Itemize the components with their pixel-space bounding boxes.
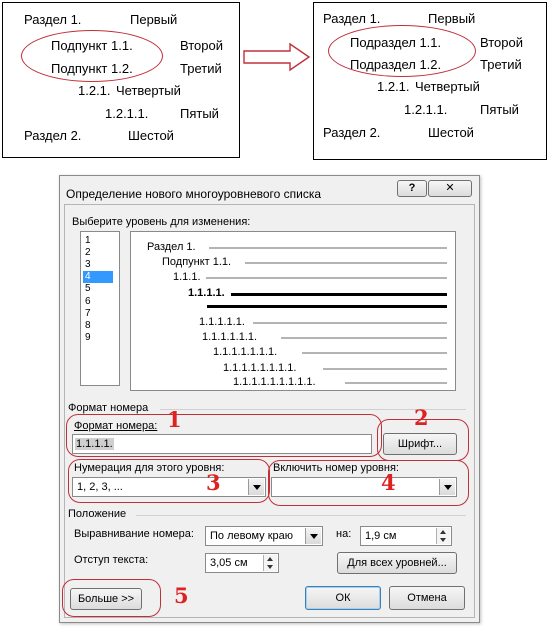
preview-line-selected xyxy=(231,293,447,296)
after-row-6-num: Раздел 2. xyxy=(323,125,381,140)
dialog-title: Определение нового многоуровневого списка xyxy=(66,187,322,201)
preview-line xyxy=(245,262,447,264)
transform-arrow-icon xyxy=(242,42,312,72)
after-highlight-oval xyxy=(328,25,476,77)
annotation-number-4: 4 xyxy=(381,470,396,495)
before-row-2-name: Второй xyxy=(180,38,223,53)
annotation-number-1: 1 xyxy=(167,407,182,432)
after-row-5-num: 1.2.1.1. xyxy=(404,102,448,117)
position-separator xyxy=(136,515,466,516)
before-row-5-name: Пятый xyxy=(180,106,219,121)
preview-level-8: 1.1.1.1.1.1.1.1. xyxy=(223,362,297,374)
spin-arrows-icon[interactable] xyxy=(436,528,450,544)
before-row-1-num: Раздел 1. xyxy=(24,12,82,27)
preview-line xyxy=(281,337,447,339)
spin-arrows-icon[interactable] xyxy=(263,555,277,571)
after-row-1-num: Раздел 1. xyxy=(323,11,381,26)
preview-level-2: Подпункт 1.1. xyxy=(162,256,232,268)
at-value: 1,9 см xyxy=(365,530,397,542)
at-label: на: xyxy=(336,528,352,540)
chevron-down-icon[interactable] xyxy=(305,528,321,544)
preview-line xyxy=(206,277,447,279)
numbering-style-value: 1, 2, 3, ... xyxy=(77,481,123,493)
alignment-select[interactable] xyxy=(205,526,323,546)
before-row-2-num: Подпункт 1.1. xyxy=(51,38,133,53)
text-indent-value: 3,05 см xyxy=(210,557,248,569)
at-spinbox[interactable] xyxy=(360,526,452,546)
after-row-2-num: Подраздел 1.1. xyxy=(350,35,442,50)
more-button[interactable]: Больше >> xyxy=(70,588,142,610)
annotation-box-3 xyxy=(68,459,270,503)
font-button[interactable]: Шрифт... xyxy=(383,433,457,455)
before-row-3-num: Подпункт 1.2. xyxy=(51,61,133,76)
level-item-8[interactable]: 8 xyxy=(85,320,91,331)
after-row-2-name: Второй xyxy=(480,35,523,50)
annotation-box-5 xyxy=(62,579,161,617)
before-row-5-num: 1.2.1.1. xyxy=(105,106,149,121)
before-row-3-name: Третий xyxy=(180,61,222,76)
level-select-label: Выберите уровень для изменения: xyxy=(72,216,251,228)
before-highlight-oval xyxy=(21,30,163,82)
number-format-section-title: Формат номера xyxy=(68,402,149,414)
preview-level-4: 1.1.1.1. xyxy=(188,287,225,299)
number-format-label: Формат номера: xyxy=(74,420,158,432)
list-preview xyxy=(130,231,456,391)
multilevel-list-dialog xyxy=(59,175,480,623)
help-button[interactable]: ? xyxy=(397,180,427,197)
annotation-number-2: 2 xyxy=(414,405,429,430)
before-row-6-name: Шестой xyxy=(128,128,174,143)
preview-line xyxy=(345,382,447,384)
level-item-1[interactable]: 1 xyxy=(85,235,91,246)
preview-line-selected xyxy=(207,305,447,308)
alignment-label: Выравнивание номера: xyxy=(74,528,194,540)
preview-level-7: 1.1.1.1.1.1.1. xyxy=(213,346,278,358)
after-row-3-name: Третий xyxy=(480,57,522,72)
preview-level-3: 1.1.1. xyxy=(173,271,201,283)
after-row-4-name: Четвертый xyxy=(415,79,480,94)
level-item-9[interactable]: 9 xyxy=(85,332,91,343)
level-item-4-selected[interactable]: 4 xyxy=(83,271,113,283)
preview-level-5: 1.1.1.1.1. xyxy=(199,316,245,328)
after-row-6-name: Шестой xyxy=(428,125,474,140)
level-item-5[interactable]: 5 xyxy=(85,283,91,294)
after-row-3-num: Подраздел 1.2. xyxy=(350,57,442,72)
preview-line xyxy=(302,352,447,354)
after-row-4-num: 1.2.1. xyxy=(377,79,410,94)
position-section-title: Положение xyxy=(68,508,127,520)
preview-level-1: Раздел 1. xyxy=(147,241,196,253)
close-button[interactable]: ✕ xyxy=(428,180,472,197)
before-row-6-num: Раздел 2. xyxy=(24,128,82,143)
level-list[interactable] xyxy=(80,231,120,386)
preview-level-9: 1.1.1.1.1.1.1.1.1. xyxy=(233,376,316,388)
numbering-style-label: Нумерация для этого уровня: xyxy=(74,462,225,474)
preview-line xyxy=(323,368,447,370)
annotation-box-4 xyxy=(268,460,469,506)
cancel-button[interactable]: Отмена xyxy=(389,586,465,610)
level-item-2[interactable]: 2 xyxy=(85,247,91,258)
before-row-1-name: Первый xyxy=(130,12,178,27)
level-item-7[interactable]: 7 xyxy=(85,308,91,319)
all-levels-button[interactable]: Для всех уровней... xyxy=(337,552,457,574)
before-row-4-name: Четвертый xyxy=(116,83,181,98)
after-row-1-name: Первый xyxy=(428,11,476,26)
text-indent-label: Отступ текста: xyxy=(74,554,149,566)
level-item-3[interactable]: 3 xyxy=(85,259,91,270)
text-indent-spinbox[interactable] xyxy=(205,553,279,573)
preview-level-6: 1.1.1.1.1.1. xyxy=(202,331,258,343)
include-level-label: Включить номер уровня: xyxy=(273,462,399,474)
level-item-6[interactable]: 6 xyxy=(85,296,91,307)
preview-line xyxy=(253,322,447,324)
annotation-box-1 xyxy=(66,414,382,457)
ok-button[interactable]: ОК xyxy=(305,586,381,610)
after-row-5-name: Пятый xyxy=(480,102,519,117)
annotation-number-3: 3 xyxy=(206,470,221,495)
preview-line xyxy=(209,247,447,249)
number-format-value: 1.1.1.1. xyxy=(76,438,113,450)
alignment-value: По левому краю xyxy=(210,530,293,542)
annotation-number-5: 5 xyxy=(174,583,189,608)
before-row-4-num: 1.2.1. xyxy=(78,83,111,98)
